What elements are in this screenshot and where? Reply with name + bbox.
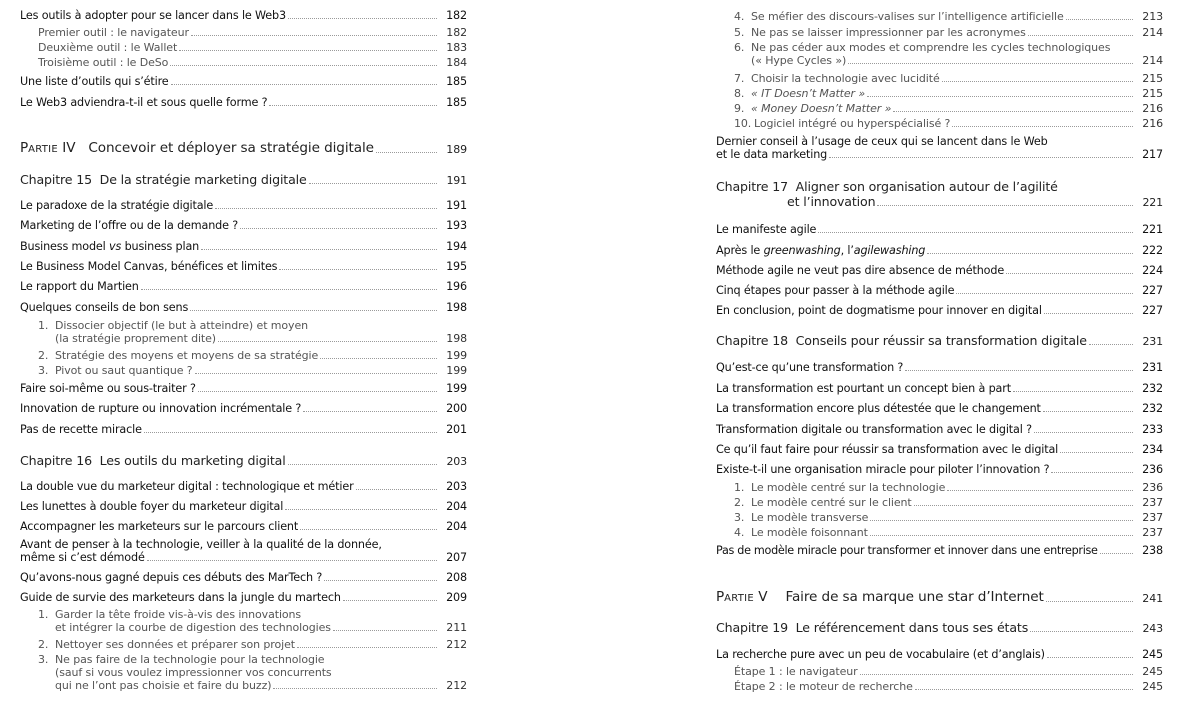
dot-leader (195, 373, 437, 374)
page-number: 227 (1142, 304, 1163, 317)
page-number: 222 (1142, 244, 1163, 257)
toc-numbered-subentry[interactable] (716, 26, 1163, 39)
page-number: 200 (446, 402, 467, 415)
entry-title: Deuxième outil : le Wallet (38, 41, 178, 54)
entry-title: Quelques conseils de bon sens (20, 301, 189, 314)
page-number: 243 (1142, 622, 1163, 635)
dot-leader (170, 65, 437, 66)
dot-leader (141, 289, 437, 290)
entry-title: Pas de recette miracle (20, 423, 142, 436)
toc-entry[interactable] (716, 264, 1163, 277)
dot-leader (1066, 19, 1133, 20)
toc-part-heading[interactable] (20, 140, 467, 156)
page-number: 224 (1142, 264, 1163, 277)
page-number: 212 (446, 679, 467, 692)
page-number: 182 (446, 26, 467, 39)
toc-numbered-subentry[interactable] (716, 511, 1163, 524)
page-number: 204 (446, 500, 467, 513)
entry-title: Chapitre 16 Les outils du marketing digital (20, 453, 286, 468)
page-number: 209 (446, 591, 467, 604)
dot-leader (285, 509, 437, 510)
toc-entry[interactable] (20, 591, 467, 604)
dot-leader (1047, 657, 1133, 658)
dot-leader (1044, 313, 1133, 314)
dot-leader (269, 105, 437, 106)
page-number: 237 (1142, 511, 1163, 524)
dot-leader (1043, 411, 1133, 412)
entry-title: Le paradoxe de la stratégie digitale (20, 199, 214, 212)
page-number: 227 (1142, 284, 1163, 297)
page-number: 215 (1142, 87, 1163, 100)
page-number: 198 (446, 332, 467, 345)
page-number: 231 (1142, 361, 1163, 374)
entry-title: Le Web3 adviendra-t-il et sous quelle forme ? (20, 96, 268, 109)
entry-title: Cinq étapes pour passer à la méthode agile (716, 284, 955, 297)
part-label: PARTIE IV (20, 140, 76, 156)
dot-leader (829, 157, 1133, 158)
toc-entry[interactable] (20, 480, 467, 493)
toc-entry[interactable] (716, 402, 1163, 415)
toc-numbered-subentry[interactable] (716, 526, 1163, 539)
entry-title-line-2: et intégrer la courbe de digestion des technologies (55, 621, 331, 634)
dot-leader (1089, 344, 1133, 345)
toc-numbered-subentry[interactable] (716, 72, 1163, 85)
entry-title: Étape 2 : le moteur de recherche (734, 680, 913, 693)
entry-title: 5. Ne pas se laisser impressionner par les acronymes (734, 26, 1026, 39)
toc-numbered-subentry[interactable] (716, 102, 1163, 115)
dot-leader (1034, 432, 1133, 433)
entry-title: Chapitre 18 Conseils pour réussir sa transformation digitale (716, 333, 1087, 348)
page-number: 199 (446, 364, 467, 377)
entry-title: Après le greenwashing, l’agilewashing (716, 244, 926, 257)
entry-title: Troisième outil : le DeSo (38, 56, 169, 69)
page-number: 216 (1142, 117, 1163, 130)
toc-numbered-subentry[interactable] (716, 496, 1163, 509)
page-number: 185 (446, 75, 467, 88)
toc-entry[interactable] (20, 280, 467, 293)
entry-title: Qu’avons-nous gagné depuis ces débuts des MarTech ? (20, 571, 323, 584)
entry-title: 8. « IT Doesn’t Matter » (734, 87, 866, 100)
toc-numbered-subentry[interactable] (716, 10, 1163, 23)
toc-chapter-heading[interactable] (716, 333, 1163, 348)
page-number: 237 (1142, 496, 1163, 509)
toc-entry[interactable] (716, 361, 1163, 374)
page-number: 212 (446, 638, 467, 651)
page-number: 199 (446, 382, 467, 395)
page-number: 236 (1142, 463, 1163, 476)
toc-chapter-heading[interactable] (20, 172, 467, 187)
page-number: 204 (446, 520, 467, 533)
entry-title: Méthode agile ne veut pas dire absence de méthode (716, 264, 1005, 277)
entry-title-line-2: même si c’est démodé (20, 551, 145, 564)
entry-title-line-2: (sauf si vous voulez impressionner vos concurrents (55, 666, 332, 679)
dot-leader (201, 249, 437, 250)
toc-entry[interactable] (716, 463, 1163, 476)
toc-numbered-subentry[interactable] (20, 608, 467, 634)
entry-title: 4. Le modèle foisonnant (734, 526, 868, 539)
page-number: 233 (1142, 423, 1163, 436)
toc-entry[interactable] (20, 538, 467, 564)
page-number: 184 (446, 56, 467, 69)
entry-title-line-1: 1. Dissocier objectif (le but à atteindre) et moyen (38, 319, 308, 332)
toc-numbered-subentry[interactable] (20, 364, 467, 377)
page-number: 245 (1142, 648, 1163, 661)
page-number: 195 (446, 260, 467, 273)
dot-leader (303, 411, 437, 412)
page-number: 191 (446, 199, 467, 212)
dot-leader (927, 253, 1133, 254)
dot-leader (893, 111, 1133, 112)
page-number: 232 (1142, 382, 1163, 395)
entry-title: Ce qu’il faut faire pour réussir sa transformation avec le digital (716, 443, 1059, 456)
entry-title: 2. Le modèle centré sur le client (734, 496, 912, 509)
entry-title: 4. Se méfier des discours-valises sur l’intelligence artificielle (734, 10, 1064, 23)
dot-leader (333, 630, 437, 631)
entry-title: Marketing de l’offre ou de la demande ? (20, 219, 239, 232)
page-number: 231 (1142, 335, 1163, 348)
dot-leader (877, 205, 1133, 206)
dot-leader (1030, 631, 1133, 632)
entry-title: Accompagner les marketeurs sur le parcours client (20, 520, 299, 533)
entry-title: Concevoir et déployer sa stratégie digitale (88, 140, 374, 156)
dot-leader (273, 688, 437, 689)
toc-entry[interactable] (20, 571, 467, 584)
dot-leader (818, 232, 1133, 233)
entry-title-line-1: Avant de penser à la technologie, veiller à la qualité de la donnée, (20, 538, 382, 551)
entry-title-line-1: Dernier conseil à l’usage de ceux qui se lancent dans le Web (716, 135, 1048, 148)
entry-title-line-2: (« Hype Cycles ») (751, 54, 847, 67)
entry-title: Les lunettes à double foyer du marketeur digital (20, 500, 284, 513)
dot-leader (947, 490, 1133, 491)
entry-title: Le manifeste agile (716, 223, 817, 236)
toc-entry[interactable] (20, 382, 467, 395)
dot-leader (867, 96, 1133, 97)
toc-subentry[interactable] (20, 41, 467, 54)
page-number: 203 (446, 455, 467, 468)
dot-leader (1051, 472, 1133, 473)
entry-title: Les outils à adopter pour se lancer dans le Web3 (20, 9, 286, 22)
entry-title: Faire soi-même ou sous-traiter ? (20, 382, 196, 395)
toc-entry[interactable] (20, 219, 467, 232)
toc-entry[interactable] (20, 199, 467, 212)
entry-title-line-3: qui ne l’ont pas choisie et faire du buzz) (55, 679, 272, 692)
entry-title: 2. Nettoyer ses données et préparer son projet (38, 638, 295, 651)
dot-leader (190, 310, 437, 311)
entry-title: 1. Le modèle centré sur la technologie (734, 481, 946, 494)
toc-subentry[interactable] (716, 665, 1163, 678)
page-number: 221 (1142, 223, 1163, 236)
dot-leader (343, 600, 437, 601)
page-number: 194 (446, 240, 467, 253)
toc-entry[interactable] (20, 520, 467, 533)
entry-title: Étape 1 : le navigateur (734, 665, 858, 678)
toc-entry[interactable] (20, 260, 467, 273)
page-number: 191 (446, 174, 467, 187)
page-number: 199 (446, 349, 467, 362)
entry-title: Chapitre 15 De la stratégie marketing digitale (20, 172, 307, 187)
dot-leader (914, 505, 1133, 506)
entry-title: Faire de sa marque une star d’Internet (785, 589, 1044, 605)
dot-leader (915, 689, 1133, 690)
toc-part-heading[interactable] (716, 589, 1163, 605)
entry-title-line-2: et le data marketing (716, 148, 828, 161)
page-number: 193 (446, 219, 467, 232)
dot-leader (215, 208, 437, 209)
page-number: 221 (1142, 196, 1163, 209)
entry-title-line-1: 3. Ne pas faire de la technologie pour la technologie (38, 653, 325, 666)
part-label: PARTIE V (716, 589, 768, 605)
page-number: 182 (446, 9, 467, 22)
page-number: 234 (1142, 443, 1163, 456)
entry-title-line-2: et l’innovation (787, 194, 876, 209)
entry-title: Chapitre 19 Le référencement dans tous ses états (716, 620, 1029, 635)
entry-title-line-1: 1. Garder la tête froide vis-à-vis des innovations (38, 608, 302, 621)
dot-leader (144, 432, 437, 433)
toc-entry[interactable] (716, 382, 1163, 395)
dot-leader (905, 370, 1133, 371)
dot-leader (870, 520, 1133, 521)
dot-leader (288, 464, 437, 465)
toc-numbered-subentry[interactable] (20, 349, 467, 362)
entry-title: Pas de modèle miracle pour transformer et innover dans une entreprise (716, 544, 1098, 557)
toc-entry[interactable] (716, 648, 1163, 661)
dot-leader (848, 63, 1133, 64)
toc-entry[interactable] (716, 223, 1163, 236)
entry-title: Guide de survie des marketeurs dans la jungle du martech (20, 591, 341, 604)
dot-leader (171, 84, 437, 85)
entry-title: En conclusion, point de dogmatisme pour innover en digital (716, 304, 1042, 317)
toc-chapter-heading[interactable] (716, 620, 1163, 635)
dot-leader (288, 18, 437, 19)
toc-numbered-subentry[interactable] (716, 41, 1163, 67)
toc-entry[interactable] (716, 284, 1163, 297)
entry-title: La recherche pure avec un peu de vocabulaire (et d’anglais) (716, 648, 1045, 661)
toc-entry[interactable] (20, 402, 467, 415)
page-number: 213 (1142, 10, 1163, 23)
entry-title-line-1: Chapitre 17 Aligner son organisation autour de l’agilité (716, 179, 1058, 194)
page-number: 185 (446, 96, 467, 109)
toc-numbered-subentry[interactable] (20, 638, 467, 651)
entry-title: Premier outil : le navigateur (38, 26, 189, 39)
entry-title: 3. Le modèle transverse (734, 511, 869, 524)
entry-title: 9. « Money Doesn’t Matter » (734, 102, 892, 115)
page-number: 198 (446, 301, 467, 314)
page-number: 245 (1142, 680, 1163, 693)
toc-chapter-heading[interactable] (20, 453, 467, 468)
entry-title: 2. Stratégie des moyens et moyens de sa stratégie (38, 349, 319, 362)
toc-numbered-subentry[interactable] (716, 117, 1163, 130)
page-number: 232 (1142, 402, 1163, 415)
dot-leader (198, 391, 437, 392)
toc-entry[interactable] (20, 240, 467, 253)
toc-entry[interactable] (20, 75, 467, 88)
dot-leader (279, 269, 437, 270)
entry-title: Transformation digitale ou transformation avec le digital ? (716, 423, 1032, 436)
toc-numbered-subentry[interactable] (20, 319, 467, 345)
entry-title: 10. Logiciel intégré ou hyperspécialisé ? (734, 117, 951, 130)
toc-subentry[interactable] (716, 680, 1163, 693)
dot-leader (191, 35, 437, 36)
dot-leader (356, 489, 437, 490)
page-number: 214 (1142, 54, 1163, 67)
page-number: 214 (1142, 26, 1163, 39)
entry-title: Business model vs business plan (20, 240, 200, 253)
entry-title: La transformation encore plus détestée que le changement (716, 402, 1041, 415)
dot-leader (1006, 273, 1133, 274)
toc-entry[interactable] (716, 244, 1163, 257)
dot-leader (218, 341, 437, 342)
dot-leader (300, 529, 437, 530)
toc-entry[interactable] (716, 443, 1163, 456)
dot-leader (324, 580, 437, 581)
dot-leader (179, 50, 437, 51)
toc-entry[interactable] (20, 423, 467, 436)
entry-title: La transformation est pourtant un concept bien à part (716, 382, 1011, 395)
toc-entry[interactable] (20, 96, 467, 109)
dot-leader (1060, 452, 1133, 453)
page-number: 183 (446, 41, 467, 54)
dot-leader (1013, 391, 1133, 392)
dot-leader (1046, 601, 1133, 602)
toc-numbered-subentry[interactable] (20, 653, 467, 692)
entry-title: Existe-t-il une organisation miracle pour piloter l’innovation ? (716, 463, 1050, 476)
dot-leader (309, 183, 437, 184)
page-number: 201 (446, 423, 467, 436)
page-number: 216 (1142, 102, 1163, 115)
toc-entry[interactable] (716, 135, 1163, 161)
page-number: 189 (446, 143, 467, 156)
toc-entry[interactable] (20, 500, 467, 513)
entry-title: Une liste d’outils qui s’étire (20, 75, 169, 88)
page-number: 203 (446, 480, 467, 493)
page-number: 207 (446, 551, 467, 564)
dot-leader (1028, 35, 1133, 36)
toc-entry[interactable] (20, 9, 467, 22)
entry-title: 7. Choisir la technologie avec lucidité (734, 72, 940, 85)
toc-subentry[interactable] (20, 26, 467, 39)
entry-title-line-1: 6. Ne pas céder aux modes et comprendre les cycles technologiques (734, 41, 1111, 54)
page-number: 241 (1142, 592, 1163, 605)
entry-title: Le Business Model Canvas, bénéfices et limites (20, 260, 278, 273)
toc-numbered-subentry[interactable] (716, 481, 1163, 494)
toc-entry[interactable] (716, 423, 1163, 436)
page-number: 238 (1142, 544, 1163, 557)
page-number: 245 (1142, 665, 1163, 678)
toc-entry[interactable] (20, 301, 467, 314)
toc-entry[interactable] (716, 304, 1163, 317)
page-number: 211 (446, 621, 467, 634)
page-number: 237 (1142, 526, 1163, 539)
toc-numbered-subentry[interactable] (716, 87, 1163, 100)
dot-leader (952, 126, 1133, 127)
dot-leader (297, 647, 437, 648)
toc-subentry[interactable] (20, 56, 467, 69)
entry-title: 3. Pivot ou saut quantique ? (38, 364, 193, 377)
page-number: 215 (1142, 72, 1163, 85)
page-number: 196 (446, 280, 467, 293)
entry-title-line-2: (la stratégie proprement dite) (55, 332, 216, 345)
page-number: 236 (1142, 481, 1163, 494)
dot-leader (860, 674, 1133, 675)
dot-leader (320, 358, 437, 359)
toc-chapter-heading[interactable] (716, 179, 1163, 209)
dot-leader (956, 293, 1133, 294)
entry-title: La double vue du marketeur digital : technologique et métier (20, 480, 354, 493)
entry-title: Qu’est-ce qu’une transformation ? (716, 361, 904, 374)
entry-title: Innovation de rupture ou innovation incrémentale ? (20, 402, 302, 415)
dot-leader (240, 228, 437, 229)
page-number: 208 (446, 571, 467, 584)
dot-leader (942, 81, 1133, 82)
dot-leader (870, 535, 1133, 536)
entry-title: Le rapport du Martien (20, 280, 139, 293)
dot-leader (1100, 553, 1133, 554)
toc-entry[interactable] (716, 544, 1163, 557)
dot-leader (376, 152, 437, 153)
page-number: 217 (1142, 148, 1163, 161)
dot-leader (147, 560, 437, 561)
